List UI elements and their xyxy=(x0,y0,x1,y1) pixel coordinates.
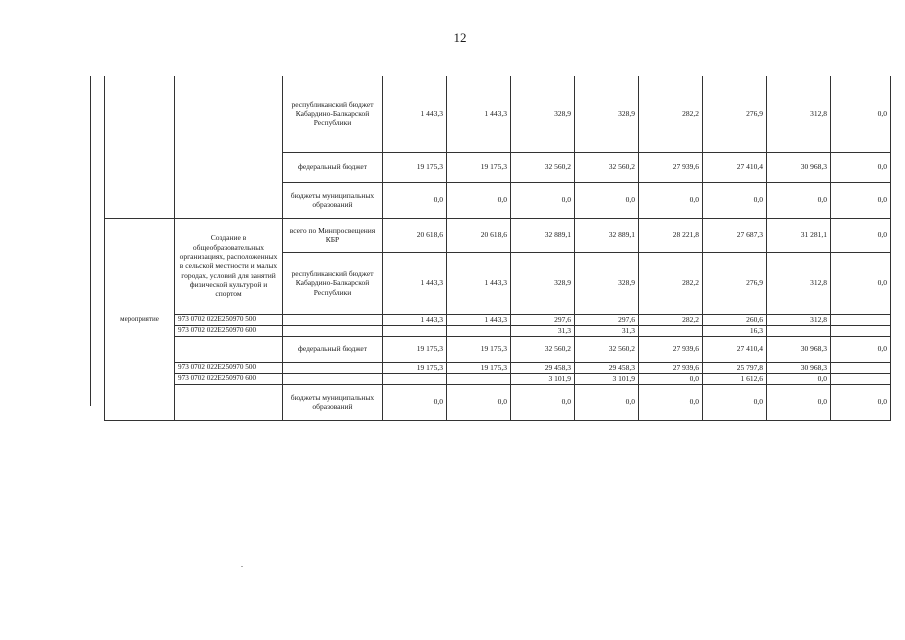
value-cell: 0,0 xyxy=(639,384,703,420)
value-cell: 1 443,3 xyxy=(447,314,511,325)
value-cell xyxy=(831,314,891,325)
cell-empty xyxy=(175,384,283,420)
value-cell: 0,0 xyxy=(639,373,703,384)
page-number: 12 xyxy=(453,30,467,45)
value-cell: 30 968,3 xyxy=(767,362,831,373)
value-cell: 297,6 xyxy=(511,314,575,325)
cell-empty xyxy=(283,362,383,373)
value-cell: 276,9 xyxy=(703,252,767,314)
value-cell: 328,9 xyxy=(511,252,575,314)
value-cell: 27 939,6 xyxy=(639,336,703,362)
value-cell: 276,9 xyxy=(703,76,767,152)
value-cell xyxy=(383,325,447,336)
value-cell: 0,0 xyxy=(703,384,767,420)
value-cell: 27 939,6 xyxy=(639,152,703,182)
value-cell: 0,0 xyxy=(831,152,891,182)
value-cell: 20 618,6 xyxy=(447,218,511,252)
value-cell: 282,2 xyxy=(639,76,703,152)
budget-code: 973 0702 022E250970 600 xyxy=(175,325,283,336)
value-cell: 1 443,3 xyxy=(447,76,511,152)
value-cell: 31 281,1 xyxy=(767,218,831,252)
value-cell: 3 101,9 xyxy=(575,373,639,384)
value-cell: 0,0 xyxy=(511,384,575,420)
value-cell: 1 443,3 xyxy=(383,76,447,152)
value-cell xyxy=(447,325,511,336)
value-cell: 328,9 xyxy=(575,252,639,314)
value-cell: 328,9 xyxy=(575,76,639,152)
value-cell: 27 939,6 xyxy=(639,362,703,373)
value-cell: 31,3 xyxy=(511,325,575,336)
budget-code: 973 0702 022E250970 500 xyxy=(175,314,283,325)
table-left-border xyxy=(90,76,91,406)
value-cell: 0,0 xyxy=(383,384,447,420)
value-cell: 32 560,2 xyxy=(575,336,639,362)
value-cell: 0,0 xyxy=(831,218,891,252)
table-row xyxy=(105,336,891,362)
table-row xyxy=(105,384,891,420)
value-cell: 0,0 xyxy=(447,384,511,420)
value-cell: 28 221,8 xyxy=(639,218,703,252)
cell-empty xyxy=(175,76,283,218)
table-row xyxy=(105,325,891,336)
value-cell: 0,0 xyxy=(767,384,831,420)
cell-empty xyxy=(283,314,383,325)
value-cell: 29 458,3 xyxy=(575,362,639,373)
value-cell: 32 889,1 xyxy=(575,218,639,252)
value-cell: 19 175,3 xyxy=(447,362,511,373)
measure-name: Создание в общеобразовательных организациях, расположенных в сельской местности и малых городах, условий для занятий физической культурой и спортом xyxy=(175,218,283,314)
value-cell xyxy=(447,373,511,384)
value-cell: 0,0 xyxy=(831,336,891,362)
value-cell xyxy=(831,325,891,336)
value-cell: 0,0 xyxy=(831,76,891,152)
value-cell: 19 175,3 xyxy=(383,336,447,362)
value-cell: 0,0 xyxy=(831,252,891,314)
value-cell: 312,8 xyxy=(767,76,831,152)
cell-empty xyxy=(105,76,175,218)
value-cell xyxy=(767,325,831,336)
value-cell: 282,2 xyxy=(639,314,703,325)
value-cell xyxy=(383,373,447,384)
source-label: всего по Минпросвещения КБР xyxy=(283,218,383,252)
table-row xyxy=(105,362,891,373)
value-cell: 29 458,3 xyxy=(511,362,575,373)
value-cell: 0,0 xyxy=(831,182,891,218)
value-cell: 20 618,6 xyxy=(383,218,447,252)
value-cell: 19 175,3 xyxy=(447,152,511,182)
budget-table xyxy=(104,76,891,421)
value-cell: 27 687,3 xyxy=(703,218,767,252)
source-label: республиканский бюджет Кабардино-Балкарской Республики xyxy=(283,252,383,314)
value-cell: 25 797,8 xyxy=(703,362,767,373)
value-cell xyxy=(639,325,703,336)
value-cell: 0,0 xyxy=(383,182,447,218)
cell-empty xyxy=(175,336,283,362)
table-row xyxy=(105,76,891,152)
value-cell: 260,6 xyxy=(703,314,767,325)
value-cell: 282,2 xyxy=(639,252,703,314)
value-cell: 0,0 xyxy=(767,182,831,218)
value-cell: 0,0 xyxy=(575,182,639,218)
value-cell: 0,0 xyxy=(639,182,703,218)
table-row xyxy=(105,373,891,384)
value-cell: 19 175,3 xyxy=(447,336,511,362)
value-cell: 0,0 xyxy=(575,384,639,420)
value-cell: 0,0 xyxy=(511,182,575,218)
value-cell: 32 560,2 xyxy=(511,152,575,182)
cell-empty xyxy=(283,373,383,384)
value-cell: 0,0 xyxy=(447,182,511,218)
value-cell: 32 889,1 xyxy=(511,218,575,252)
table-row xyxy=(105,218,891,252)
value-cell: 1 443,3 xyxy=(383,252,447,314)
source-label: бюджеты муниципальных образований xyxy=(283,384,383,420)
value-cell xyxy=(831,373,891,384)
value-cell: 27 410,4 xyxy=(703,336,767,362)
budget-code: 973 0702 022E250970 500 xyxy=(175,362,283,373)
value-cell: 31,3 xyxy=(575,325,639,336)
source-label: федеральный бюджет xyxy=(283,152,383,182)
value-cell: 0,0 xyxy=(831,384,891,420)
value-cell xyxy=(831,362,891,373)
budget-code: 973 0702 022E250970 600 xyxy=(175,373,283,384)
value-cell: 19 175,3 xyxy=(383,362,447,373)
value-cell: 312,8 xyxy=(767,252,831,314)
value-cell: 16,3 xyxy=(703,325,767,336)
value-cell: 312,8 xyxy=(767,314,831,325)
value-cell: 30 968,3 xyxy=(767,336,831,362)
value-cell: 328,9 xyxy=(511,76,575,152)
value-cell: 32 560,2 xyxy=(575,152,639,182)
value-cell: 1 443,3 xyxy=(383,314,447,325)
value-cell: 0,0 xyxy=(703,182,767,218)
value-cell: 3 101,9 xyxy=(511,373,575,384)
cell-empty xyxy=(283,325,383,336)
value-cell: 1 443,3 xyxy=(447,252,511,314)
source-label: федеральный бюджет xyxy=(283,336,383,362)
value-cell: 1 612,6 xyxy=(703,373,767,384)
scan-speck xyxy=(241,566,243,567)
value-cell: 27 410,4 xyxy=(703,152,767,182)
value-cell: 19 175,3 xyxy=(383,152,447,182)
measure-type: мероприятие xyxy=(105,218,175,420)
value-cell: 30 968,3 xyxy=(767,152,831,182)
source-label: республиканский бюджет Кабардино-Балкарской Республики xyxy=(283,76,383,152)
value-cell: 297,6 xyxy=(575,314,639,325)
source-label: бюджеты муниципальных образований xyxy=(283,182,383,218)
value-cell: 32 560,2 xyxy=(511,336,575,362)
value-cell: 0,0 xyxy=(767,373,831,384)
table-row xyxy=(105,314,891,325)
